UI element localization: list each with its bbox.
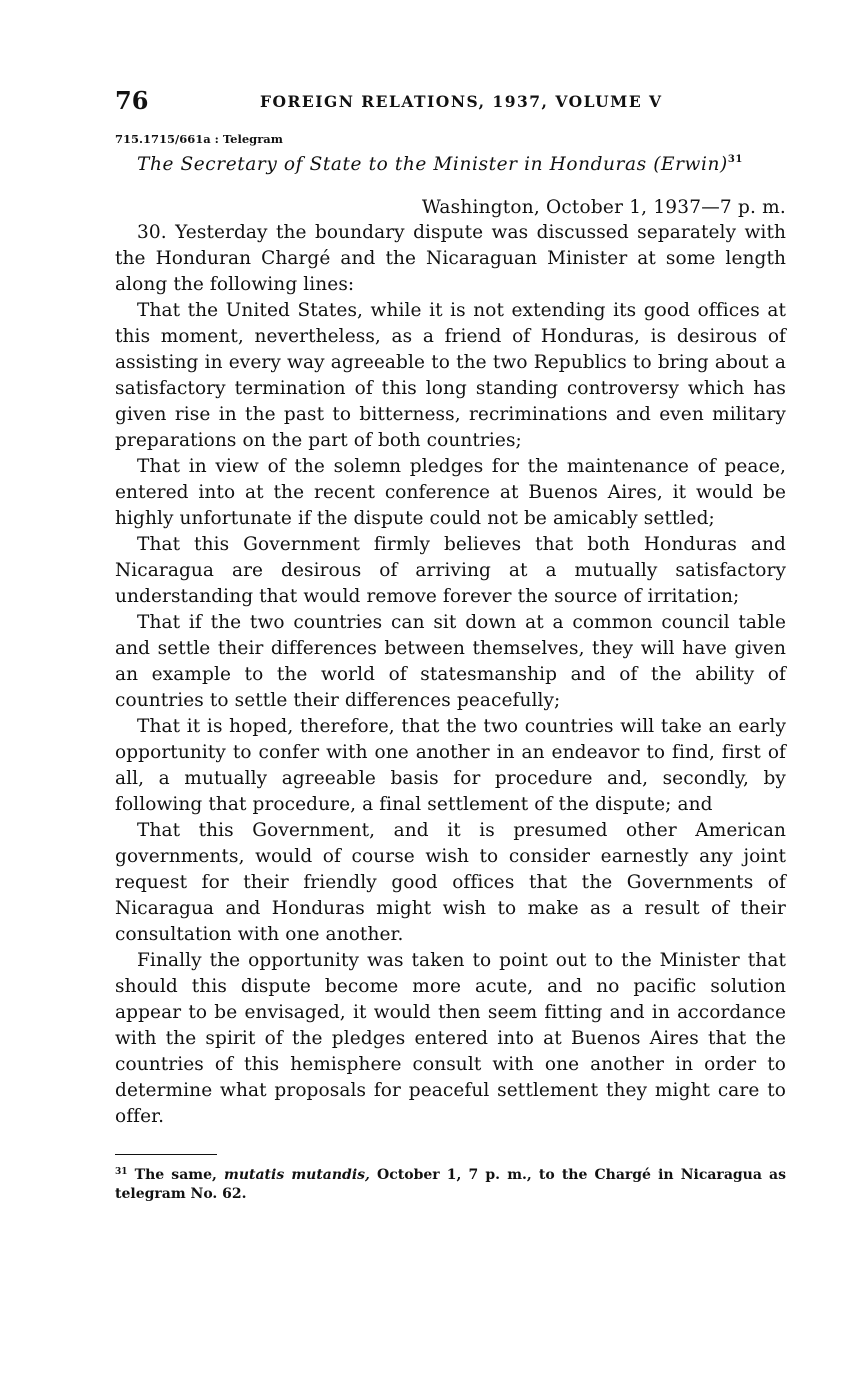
file-reference: 715.1715/661a : Telegram <box>115 132 283 146</box>
paragraph: 30. Yesterday the boundary dispute was discussed separately with the Honduran Chargé and the Nicaraguan Minister at some length along the following lines: <box>115 222 786 295</box>
footnote-text-before: The same, <box>134 1167 217 1183</box>
paragraph: That this Government firmly believes that both Honduras and Nicaragua are desirous of arriving at a mutually satisfactory understanding that would remove forever the source of irritation; <box>115 534 786 607</box>
footnote-divider <box>115 1154 217 1155</box>
footnote-text-after: October 1, 7 p. m., to the Chargé in Nicaragua as telegram No. 62. <box>115 1167 787 1202</box>
dateline: Washington, October 1, 1937—7 p. m. <box>421 197 786 218</box>
document-title-text: The Secretary of State to the Minister in Honduras (Erwin) <box>137 154 728 175</box>
paragraph: That this Government, and it is presumed other American governments, would of course wish to consider earnestly any joint request for their friendly good offices that the Governments of Nicaragua and Honduras might wish to make as a result of their consultation with one another. <box>115 820 786 945</box>
footnote <box>115 1163 786 1204</box>
document-page <box>115 86 786 1204</box>
paragraph: That it is hoped, therefore, that the two countries will take an early opportunity to confer with one another in an endeavor to find, first of all, a mutually agreeable basis for procedure and, secondly, by following that procedure, a final settlement of the dispute; and <box>115 716 786 815</box>
paragraph: Finally the opportunity was taken to point out to the Minister that should this dispute become more acute, and no pacific solution appear to be envisaged, it would then seem fitting and in accordance with the spirit of the pledges entered into at Buenos Aires that the countries of this hemisphere consult with one another in order to determine what proposals for peaceful settlement they might care to offer. <box>115 950 786 1127</box>
running-header <box>115 86 786 116</box>
footnote-marker: 31 <box>115 1167 128 1177</box>
footnote-italic-text: mutatis mutandis, <box>224 1167 370 1183</box>
running-title: FOREIGN RELATIONS, 1937, VOLUME V <box>260 92 663 111</box>
paragraph: That if the two countries can sit down at a common council table and settle their differences between themselves, they will have given an example to the world of statesmanship and of the ability of countries to settle their differences peacefully; <box>115 612 786 711</box>
telegram-body <box>115 220 786 1130</box>
paragraph: That the United States, while it is not extending its good offices at this moment, nevertheless, as a friend of Honduras, is desirous of assisting in every way agreeable to the two Republics to bring about a satisfactory termination of this long standing controversy which has given rise in the past to bitterness, recriminations and even military preparations on the part of both countries; <box>115 300 786 451</box>
document-title <box>115 154 786 175</box>
page-number: 76 <box>115 86 149 115</box>
title-footnote-marker: 31 <box>727 154 743 165</box>
paragraph: That in view of the solemn pledges for the maintenance of peace, entered into at the recent conference at Buenos Aires, it would be highly unfortunate if the dispute could not be amicably settled; <box>115 456 786 529</box>
